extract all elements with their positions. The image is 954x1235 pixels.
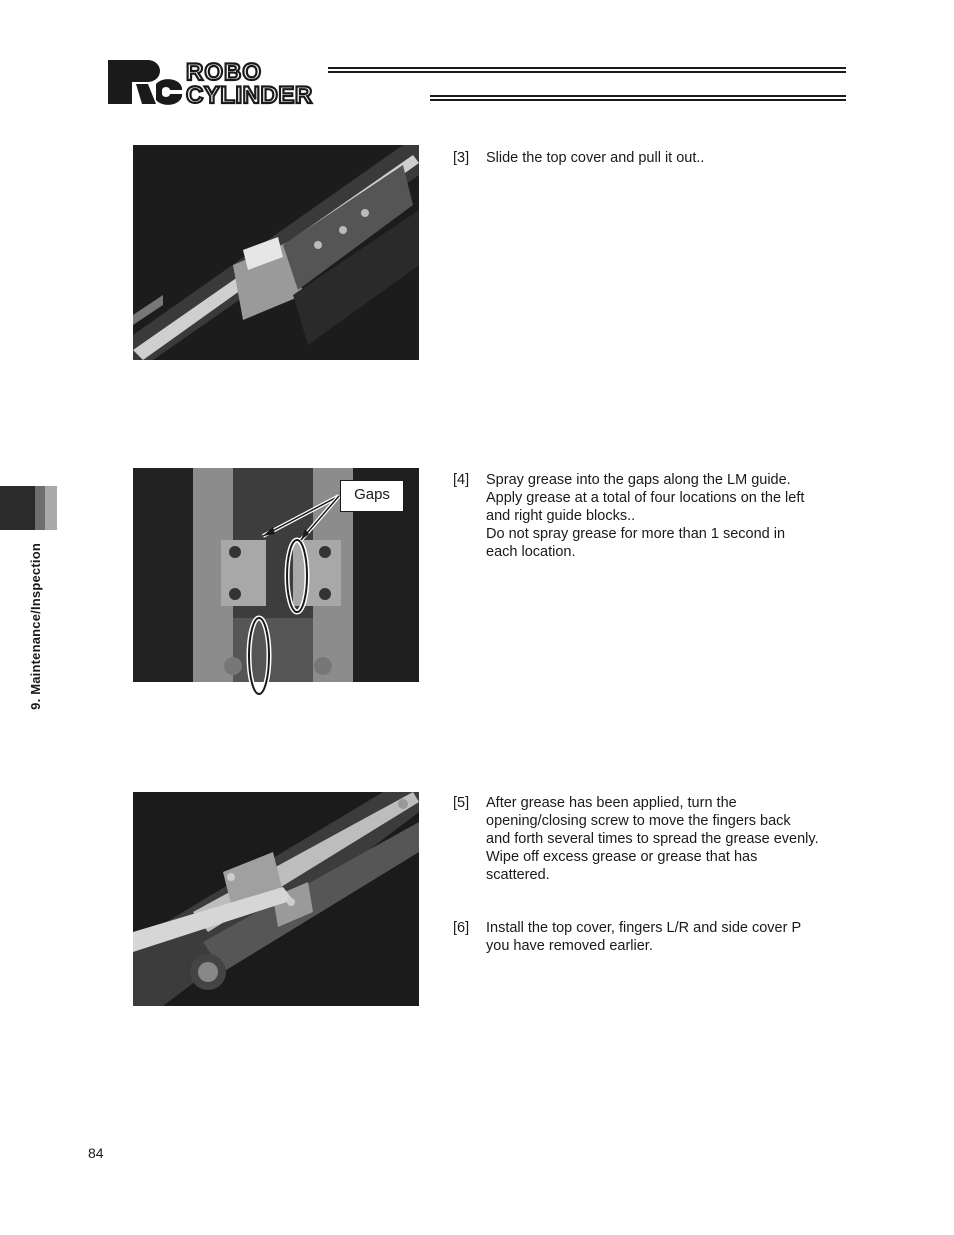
step-text-line: Slide the top cover and pull it out.. bbox=[486, 150, 705, 166]
header-rule-bottom-2 bbox=[430, 99, 846, 101]
chapter-label: 9. Maintenance/Inspection bbox=[28, 543, 43, 710]
step-number: [6] bbox=[453, 920, 470, 936]
svg-text:ROBO: ROBO bbox=[186, 59, 262, 86]
step-3 bbox=[453, 149, 853, 167]
chapter-tab-light bbox=[45, 486, 57, 530]
step-text-line: and forth several times to spread the grease evenly. bbox=[486, 831, 819, 847]
step-number: [3] bbox=[453, 150, 470, 166]
gaps-callout-label: Gaps bbox=[340, 480, 404, 512]
step-text-line: and right guide blocks.. bbox=[486, 508, 636, 524]
photo-top-cover-slide bbox=[133, 145, 419, 360]
step-text-line: Install the top cover, fingers L/R and side cover P bbox=[486, 920, 802, 936]
step-text-line: each location. bbox=[486, 544, 576, 560]
step-4 bbox=[453, 471, 853, 561]
header-rule-top-1 bbox=[328, 67, 846, 69]
step-6 bbox=[453, 919, 853, 955]
step-text-line: Apply grease at a total of four locations on the left bbox=[486, 490, 805, 506]
step-text-line: you have removed earlier. bbox=[486, 938, 653, 954]
svg-text:CYLINDER: CYLINDER bbox=[186, 82, 313, 108]
logo-graphic bbox=[106, 58, 426, 108]
step-5 bbox=[453, 794, 853, 884]
step-text-line: Do not spray grease for more than 1 second in bbox=[486, 526, 786, 542]
step-text-line: Spray grease into the gaps along the LM guide. bbox=[486, 472, 791, 488]
robo-cylinder-logo bbox=[106, 58, 426, 108]
step-text-line: opening/closing screw to move the fingers back bbox=[486, 813, 791, 829]
step-text-line: After grease has been applied, turn the bbox=[486, 795, 737, 811]
step-text-line: Wipe off excess grease or grease that has bbox=[486, 849, 758, 865]
header-rule-bottom-1 bbox=[430, 95, 846, 97]
header-rule-top-2 bbox=[328, 71, 846, 73]
page-number: 84 bbox=[88, 1145, 104, 1161]
step-number: [5] bbox=[453, 795, 470, 811]
step-number: [4] bbox=[453, 472, 470, 488]
chapter-tab-dark bbox=[0, 486, 35, 530]
step-text-line: scattered. bbox=[486, 867, 550, 883]
photo-spread-grease bbox=[133, 792, 419, 1006]
chapter-tab-mid bbox=[35, 486, 45, 530]
